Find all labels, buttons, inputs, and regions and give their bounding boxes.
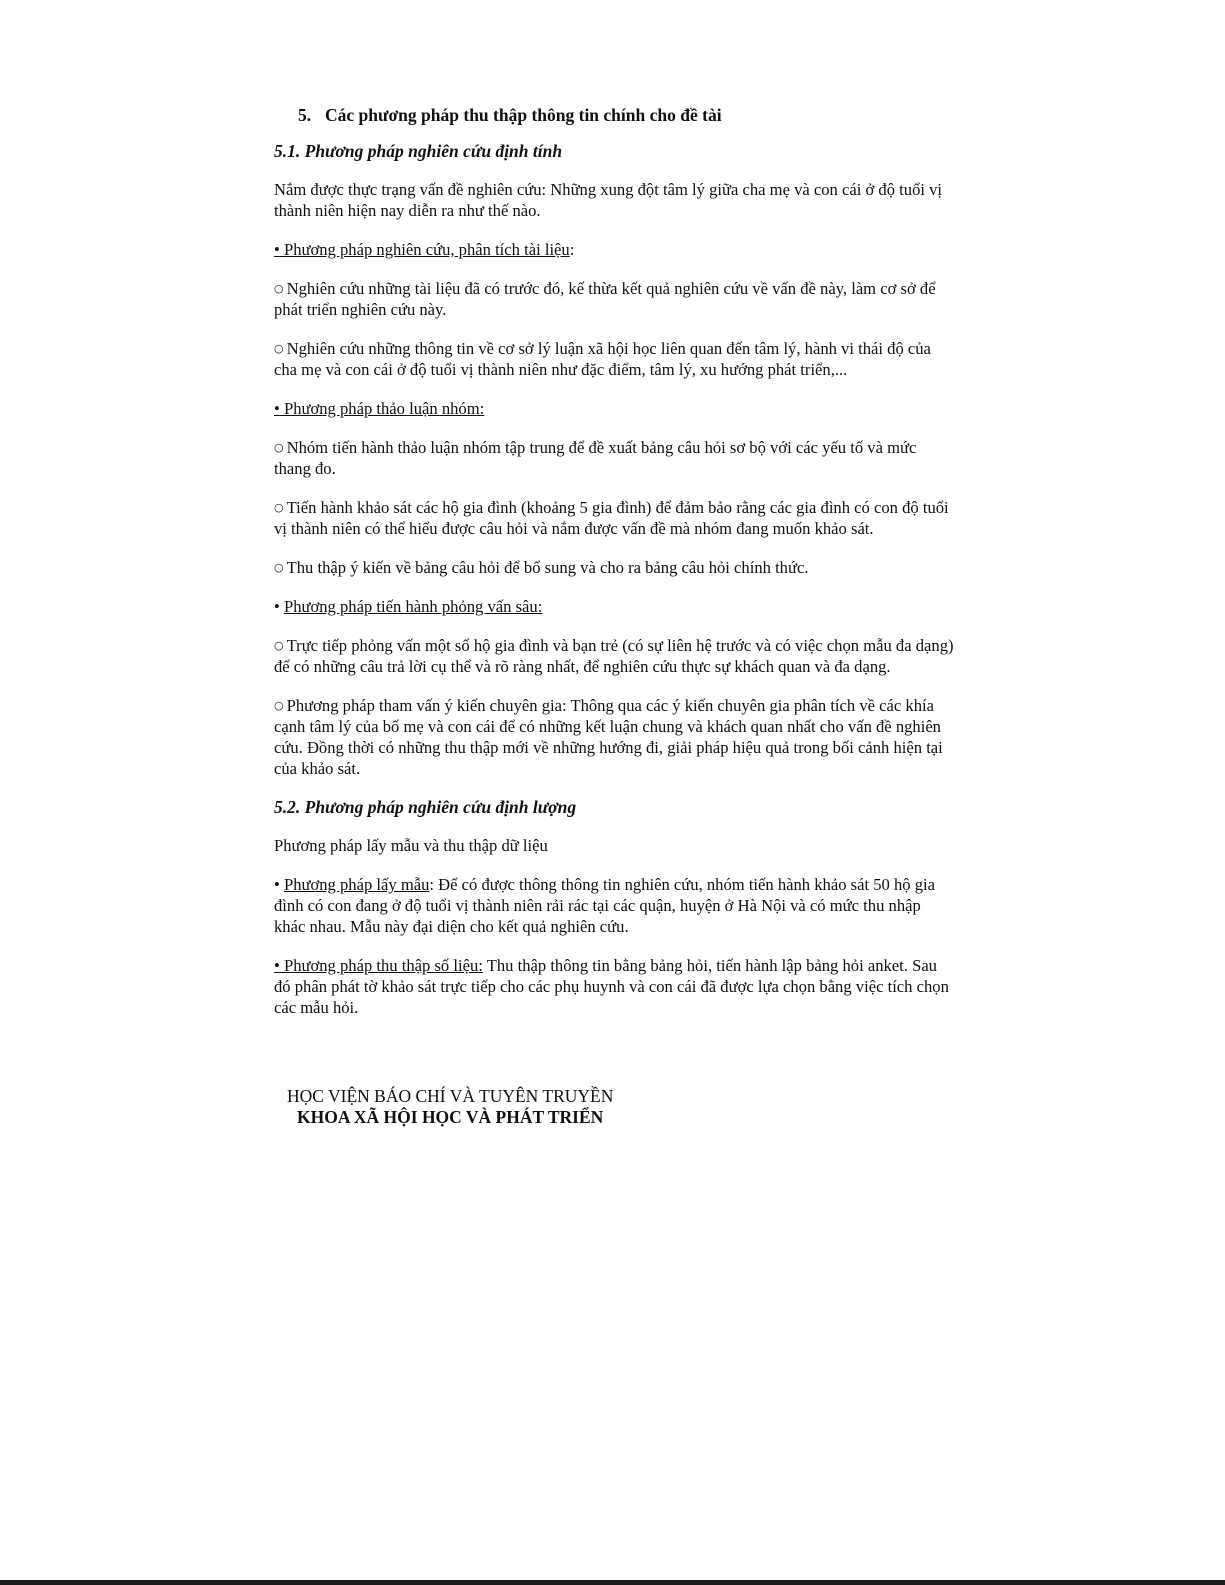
method-document-analysis-title <box>274 240 570 259</box>
list-item-text: Thu thập ý kiến về bảng câu hỏi để bổ sung và cho ra bảng câu hỏi chính thức. <box>286 558 809 577</box>
hollow-circle-icon: ○ <box>274 699 284 712</box>
hollow-circle-icon: ○ <box>274 342 284 355</box>
list-item-text: Nhóm tiến hành thảo luận nhóm tập trung để đề xuất bảng câu hỏi sơ bộ với các yếu tố và mức thang đo. <box>274 438 917 478</box>
subsection-heading-qualitative: 5.1. Phương pháp nghiên cứu định tính <box>274 141 563 161</box>
list-item <box>274 635 954 677</box>
section-title: Các phương pháp thu thập thông tin chính cho đề tài <box>325 105 722 125</box>
section-heading <box>298 105 954 126</box>
method-label: Phương pháp nghiên cứu, phân tích tài liệu <box>279 240 570 259</box>
quantitative-intro: Phương pháp lấy mẫu và thu thập dữ liệu <box>274 836 548 855</box>
list-item <box>274 278 954 320</box>
bullet-icon: • <box>274 240 280 259</box>
list-item-text: Tiến hành khảo sát các hộ gia đình (khoảng 5 gia đình) để đảm bảo rằng các gia đình có con độ tuổi vị thành niên có thể hiểu được câu hỏi và nắm được vấn đề mà nhóm đang muốn khảo sát. <box>274 498 949 538</box>
list-item-text: Nghiên cứu những tài liệu đã có trước đó, kế thừa kết quả nghiên cứu về vấn đề này, làm cơ sở để phát triển nghiên cứu này. <box>274 279 936 319</box>
list-item <box>274 695 954 779</box>
hollow-circle-icon: ○ <box>274 441 284 454</box>
list-item <box>274 497 954 539</box>
method-label: Phương pháp thu thập số liệu: <box>279 956 483 975</box>
method-text: : Để có được thông thông tin nghiên cứu, nhóm tiến hành khảo sát 50 hộ gia đình có con đang ở độ tuổi vị thành niên rải rác tại các quận, huyện ở Hà Nội và có mức thu nhập khác nhau. Mẫu này đại diện cho kết quả nghiên cứu. <box>274 875 935 936</box>
hollow-circle-icon: ○ <box>274 561 284 574</box>
bullet-icon: • <box>274 956 280 975</box>
method-data-collection <box>274 955 954 1018</box>
list-item <box>274 557 954 578</box>
hollow-circle-icon: ○ <box>274 282 284 295</box>
list-item <box>274 437 954 479</box>
bullet-icon: • <box>274 597 284 616</box>
method-in-depth-interview <box>274 596 954 617</box>
page-bottom-border <box>0 1580 1225 1585</box>
list-item-text: Nghiên cứu những thông tin về cơ sở lý luận xã hội học liên quan đến tâm lý, hành vi thái độ của cha mẹ và con cái ở độ tuổi vị thành niên như đặc điểm, tâm lý, xu hướng phát triển,... <box>274 339 931 379</box>
method-data-collection-title <box>274 956 483 975</box>
method-label: Phương pháp lấy mẫu <box>283 875 430 894</box>
method-text: Thu thập thông tin bằng bảng hỏi, tiến hành lập bảng hỏi anket. Sau đó phân phát tờ khảo sát trực tiếp cho các phụ huynh và con cái đã được lựa chọn bằng việc tích chọn các mẫu hỏi. <box>274 956 949 1017</box>
method-label: Phương pháp tiến hành phỏng vấn sâu: <box>283 597 543 616</box>
method-label: Phương pháp thảo luận nhóm: <box>279 399 485 418</box>
document-body <box>274 105 954 1036</box>
list-item-text: Phương pháp tham vấn ý kiến chuyên gia: Thông qua các ý kiến chuyên gia phân tích về các khía cạnh tâm lý của bố mẹ và con cái để có những kết luận chung và khách quan nhất cho vấn đề nghiên cứu. Đồng thời có những thu thập mới về những hướng đi, giải pháp hiệu quả trong bối cảnh hiện tại của khảo sát. <box>274 696 943 778</box>
institution-name: HỌC VIỆN BÁO CHÍ VÀ TUYÊN TRUYỀN <box>287 1086 614 1106</box>
subsection-heading-quantitative: 5.2. Phương pháp nghiên cứu định lượng <box>274 797 577 817</box>
faculty-name: KHOA XÃ HỘI HỌC VÀ PHÁT TRIỂN <box>297 1107 604 1127</box>
institution-block <box>287 1086 613 1128</box>
bullet-icon: • <box>274 875 284 894</box>
method-suffix: : <box>569 240 575 259</box>
bullet-icon: • <box>274 399 280 418</box>
list-item-text: Trực tiếp phỏng vấn một số hộ gia đình và bạn trẻ (có sự liên hệ trước và có việc chọn mẫu đa dạng) để có những câu trả lời cụ thể và rõ ràng nhất, để nghiên cứu thực sự khách quan và đa dạng. <box>274 636 954 676</box>
method-document-analysis <box>274 239 954 260</box>
method-group-discussion-title <box>274 399 484 418</box>
list-item <box>274 338 954 380</box>
method-group-discussion <box>274 398 954 419</box>
hollow-circle-icon: ○ <box>274 501 284 514</box>
qualitative-intro: Nắm được thực trạng vấn đề nghiên cứu: Những xung đột tâm lý giữa cha mẹ và con cái ở độ tuổi vị thành niên hiện nay diễn ra như thế nào. <box>274 180 943 220</box>
hollow-circle-icon: ○ <box>274 639 284 652</box>
section-number: 5. <box>298 105 312 125</box>
method-sampling <box>274 874 954 937</box>
